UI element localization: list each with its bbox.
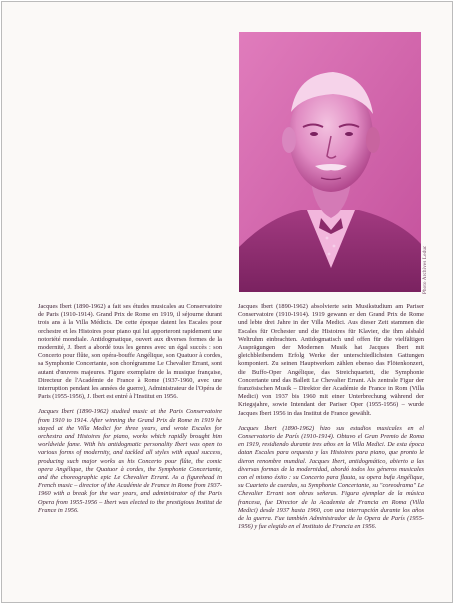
portrait-photo: [239, 32, 421, 292]
booklet-page: [1, 1, 453, 603]
text-column-right: [238, 303, 424, 538]
spanish-biography: Jacques Ibert (1890-1962) hizo sus estudios musicales en el Conservatorio de París (1910-1914). Obtuvo el Gran Premio de Roma en 1919, residiendo durante tres años en la Villa Medici. De esta época datan Escales para orquesta y las Histoires para piano, que pronto le dieron renombre mundial. Jacques Ibert, antidogmático, abierto a las diversas formas de la modernidad, abordó todos los géneros musicales con el mismo éxito : su Concerto para flauta, su opera bufa Angélique, su Cuarteto de cuerdas, su Symphonie Concertante, su "coreodrama" Le Chevalier Errant son obras señeras. Figura ejemplar de la música francesa, fue Director de la Academia de Francia en Roma (Villa Medici) desde 1937 hasta 1960, con una interrupción durante los años de la guerra. Fue también Administrador de la Opera de París (1955-1956) y fue elegido en el Instituto de Francia en 1956.: [238, 424, 424, 531]
german-biography: Jacques Ibert (1890-1962) absolvierte sein Musikstudium am Pariser Conservatoire (1910-1914). 1919 gewann er den Grand Prix de Rome und lebte drei Jahre in der Villa Medici. Aus dieser Zeit stammen die Escales für Orchester und die Histoires für Klavier, die ihm alsbald Weltruhm einbrachten. Antidogmatisch und offen für die vielfältigen Ausprägungen der Modernen Musik hat Jacques Ibert mit gleichbleibendem Erfolg Werke der unterschiedlichsten Gattungen komponiert. Zu seinen Hauptwerken zählen ebenso das Flötenkonzert, die Buffo-Oper Angélique, das Streichquartett, die Symphonie Concertante und das Ballett Le Chevalier Errant. Als zentrale Figur der französischen Musik – Direktor der Académie de France in Rom (Villa Medici) von 1937 bis 1960 mit einer Unterbrechung während der Kriegsjahre, sowie Intendant der Pariser Oper (1955-1956) – wurde Jacques Ibert 1956 in das Institut de France gewählt.: [238, 303, 424, 417]
photo-credit: Photo Archives Leduc: [423, 245, 428, 294]
portrait-illustration: [239, 32, 421, 292]
english-biography: Jacques Ibert (1890-1962) studied music at the Paris Conservatoire from 1910 to 1914. After winning the Grand Prix de Rome in 1919 he stayed at the Villa Medici for three years, and wrote Escales for orchestra and Histoires for piano, works which rapidly brought him worldwide fame. With his antidogmatic personality Ibert was open to various forms of modernity, and tackled all styles with equal success, producing such major works as his Concerto pour flûte, the comic opera Angélique, the Quatuor à cordes, the Symphonie Concertante, and the choreographic epic Le Chevalier Errant. As a figurehead in French music – director of the Académie de France in Rome from 1937-1960 with a break for the war years, and administrator of the Paris Opera from 1955-1956 – Ibert was elected to the prestigious Institut de France in 1956.: [38, 408, 222, 514]
text-column-left: [38, 303, 222, 522]
french-biography: Jacques Ibert (1890-1962) a fait ses études musicales au Conservatoire de Paris (1910-1914). Grand Prix de Rome en 1919, il séjourne durant trois ans à la Villa Médicis. De cette époque datent les Escales pour orchestre et les Histoires pour piano qui lui apporteront rapidement une notoriété mondiale. Antidogmatique, ouvert aux diverses formes de la modernité, J. Ibert a abordé tous les genres avec un égal succès : son Concerto pour flûte, son opéra-bouffe Angélique, son Quatuor à cordes, sa Symphonie Concertante, son chorégramme Le Chevalier Errant, sont autant d'œuvres majeures. Figure exemplaire de la musique française, Directeur de l'Académie de France à Rome (1937-1960, avec une interruption pendant les années de guerre), Administrateur de l'Opéra de Paris (1955-1956), J. Ibert est entré à l'Institut en 1956.: [38, 303, 222, 401]
